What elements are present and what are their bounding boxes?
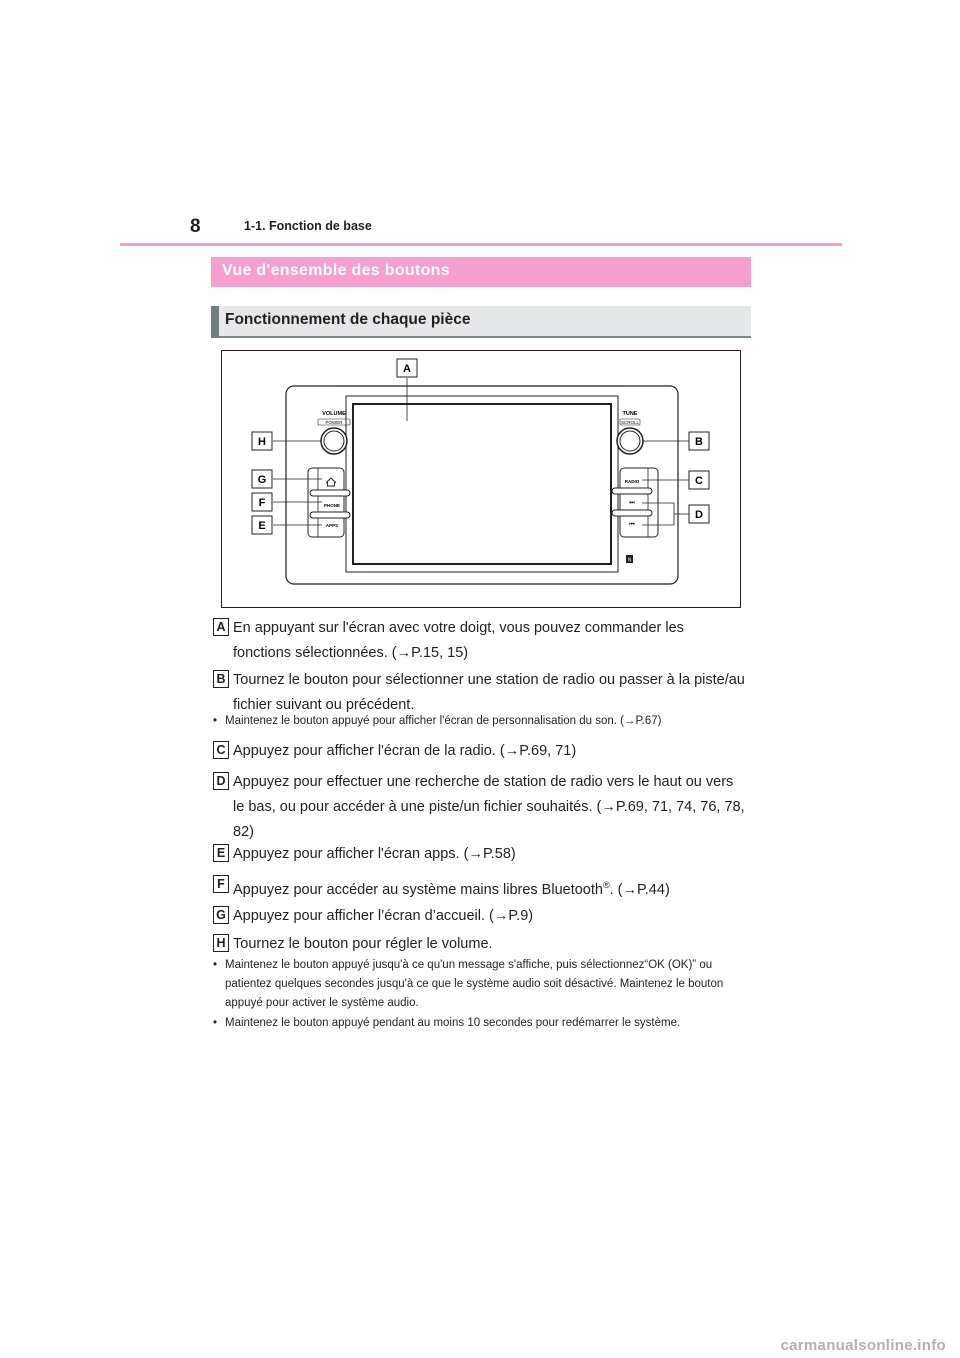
apps-button-label: APPS bbox=[325, 523, 339, 528]
item-g-label: G bbox=[213, 906, 229, 924]
item-a-label: A bbox=[213, 618, 229, 636]
seek-down-icon: ⏮ bbox=[629, 521, 635, 528]
bullet: • bbox=[213, 1017, 218, 1029]
phone-button-label: PHONE bbox=[323, 503, 341, 508]
registered-mark: ® bbox=[602, 880, 610, 890]
tune-knob-inner bbox=[620, 431, 640, 451]
callout-c: C bbox=[695, 475, 703, 487]
callout-h: H bbox=[258, 436, 266, 448]
item-f-text bbox=[233, 873, 745, 903]
item-d-label: D bbox=[213, 772, 229, 790]
bullet: • bbox=[213, 959, 218, 971]
phone-button bbox=[310, 512, 350, 518]
item-f-label: F bbox=[213, 875, 229, 893]
item-d bbox=[213, 770, 745, 846]
chapter-title: 1-1. Fonction de base bbox=[244, 219, 372, 233]
item-e-text: Appuyez pour afficher l'écran apps. (→P.58) bbox=[233, 846, 516, 862]
item-f-text-after: . (→P.44) bbox=[609, 881, 670, 898]
item-g-text: Appuyez pour afficher l’écran d’accueil. (→P.9) bbox=[233, 908, 534, 924]
item-e-label: E bbox=[213, 844, 229, 862]
callout-e: E bbox=[258, 520, 266, 532]
item-h-label: H bbox=[213, 934, 229, 952]
volume-knob-inner bbox=[324, 431, 344, 451]
item-h bbox=[213, 932, 745, 958]
callout-b: B bbox=[695, 436, 703, 448]
item-d-text: Appuyez pour effectuer une recherche de station de radio vers le haut ou vers le bas, ou pour accéder à une piste/un fichier souhaités. (→P.69, 71, 74, 76, 78, 82) bbox=[233, 774, 745, 840]
item-b-text: Tournez le bouton pour sélectionner une station de radio ou passer à la piste/au fichier suivant ou précédent. bbox=[233, 672, 745, 713]
nfc-mark-letter: N bbox=[627, 557, 632, 564]
item-b bbox=[213, 668, 745, 718]
item-a bbox=[213, 616, 745, 666]
radio-button-label: RADIO bbox=[624, 479, 640, 484]
head-unit-figure bbox=[221, 350, 741, 608]
item-c-text: Appuyez pour afficher l'écran de la radio. (→P.69, 71) bbox=[233, 743, 577, 759]
header-rule bbox=[120, 243, 842, 246]
callout-g: G bbox=[257, 474, 267, 486]
item-e bbox=[213, 842, 745, 868]
radio-button bbox=[612, 488, 652, 494]
callout-d: D bbox=[695, 509, 703, 521]
item-g bbox=[213, 904, 745, 930]
touch-screen bbox=[353, 404, 611, 564]
item-h-text: Tournez le bouton pour régler le volume. bbox=[233, 936, 493, 952]
item-c bbox=[213, 739, 745, 765]
item-c-label: C bbox=[213, 741, 229, 759]
home-button bbox=[310, 490, 350, 496]
note-b-text: Maintenez le bouton appuyé pour afficher l'écran de personnalisation du son. (→P.67) bbox=[225, 715, 662, 727]
tune-label: TUNE bbox=[622, 411, 638, 417]
callout-a: A bbox=[403, 363, 411, 375]
item-a-text: En appuyant sur l'écran avec votre doigt, vous pouvez commander les fonctions sélectionnées. (→P.15, 15) bbox=[233, 620, 684, 661]
seek-button bbox=[612, 510, 652, 516]
note-b bbox=[213, 712, 743, 732]
item-f bbox=[213, 873, 745, 899]
home-icon bbox=[326, 478, 336, 486]
power-label: POWER bbox=[325, 420, 343, 425]
note-h2 bbox=[213, 1014, 743, 1034]
item-f-text-before: Appuyez pour accéder au système mains libres Bluetooth bbox=[233, 881, 603, 898]
watermark: carmanualsonline.info bbox=[780, 1337, 946, 1354]
seek-up-icon: ⏭ bbox=[629, 499, 635, 506]
note-h1-text: Maintenez le bouton appuyé jusqu'à ce qu'un message s'affiche, puis sélectionnez“OK (OK)” ou patientez quelques secondes jusqu'à ce que le système audio soit désactivé. Maintenez le bouton appuyé pour activer le système audio. bbox=[225, 959, 724, 1009]
item-b-label: B bbox=[213, 670, 229, 688]
subsection-accent bbox=[211, 306, 219, 338]
bullet: • bbox=[213, 715, 218, 727]
head-unit-illustration bbox=[222, 351, 742, 609]
note-h2-text: Maintenez le bouton appuyé pendant au moins 10 secondes pour redémarrer le système. bbox=[225, 1017, 681, 1029]
subsection-title: Fonctionnement de chaque pièce bbox=[225, 311, 471, 328]
page-number: 8 bbox=[190, 216, 201, 237]
volume-label: VOLUME bbox=[322, 411, 346, 417]
scroll-label: SCROLL bbox=[620, 420, 640, 425]
subsection-heading bbox=[211, 306, 751, 338]
note-h1 bbox=[213, 956, 743, 1014]
callout-f: F bbox=[258, 497, 266, 509]
section-heading bbox=[211, 257, 751, 287]
section-title: Vue d'ensemble des boutons bbox=[222, 262, 450, 279]
